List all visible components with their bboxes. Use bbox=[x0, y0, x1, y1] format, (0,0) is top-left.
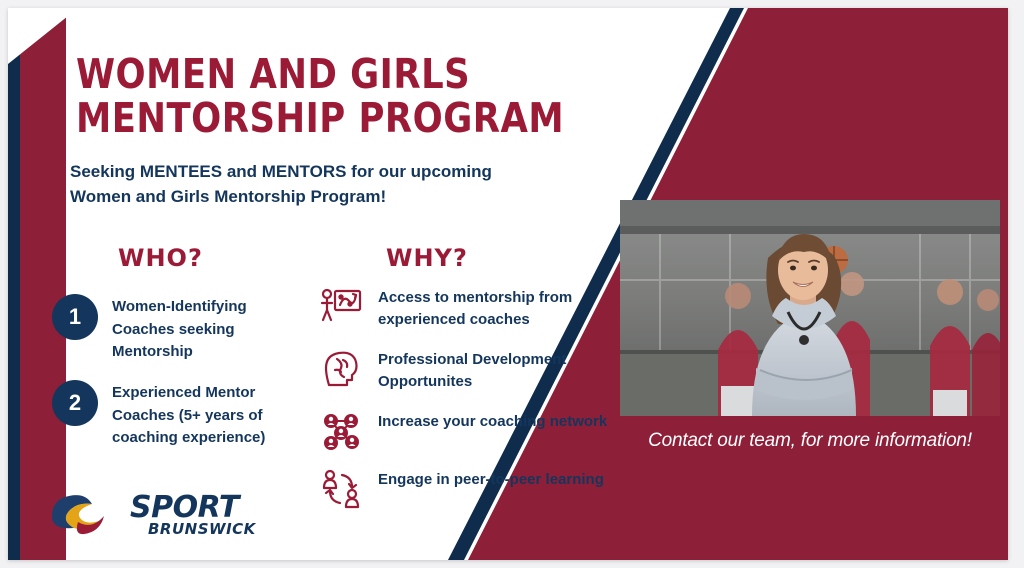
who-item-text-2: Experienced Mentor Coaches (5+ years of coaching experience) bbox=[112, 384, 266, 446]
why-item-text-3: Increase your coaching network bbox=[378, 413, 608, 430]
page-subtitle bbox=[70, 160, 600, 209]
why-heading: WHY? bbox=[386, 244, 468, 272]
why-list-item-1 bbox=[318, 284, 608, 331]
contact-text: Contact our team, for more information! bbox=[648, 430, 972, 451]
page-title-line-2: MENTORSHIP PROGRAM bbox=[76, 94, 565, 143]
logo-wordmark-sport: SPORT bbox=[130, 490, 239, 525]
why-list-item-3 bbox=[318, 408, 608, 454]
who-number-badge-1: 1 bbox=[52, 294, 98, 340]
why-list-item-4 bbox=[318, 466, 608, 512]
page-title-line-1: WOMEN AND GIRLS bbox=[76, 50, 471, 98]
coach-whiteboard-icon bbox=[318, 284, 364, 330]
page-subtitle-line-2: Women and Girls Mentorship Program! bbox=[70, 186, 387, 206]
why-item-text-4: Engage in peer-to-peer learning bbox=[378, 471, 604, 488]
poster-card bbox=[8, 8, 1008, 560]
who-number-badge-2: 2 bbox=[52, 380, 98, 426]
page-title bbox=[76, 52, 614, 141]
why-list-item-2 bbox=[318, 346, 608, 393]
who-heading: WHO? bbox=[118, 244, 203, 272]
who-list-item-2 bbox=[52, 380, 302, 450]
who-list-item-1 bbox=[52, 294, 302, 364]
logo-wordmark-brunswick: BRUNSWICK bbox=[148, 520, 256, 538]
why-item-text-1: Access to mentorship from experienced coaches bbox=[378, 289, 573, 328]
network-people-icon bbox=[318, 408, 364, 454]
brain-head-icon bbox=[318, 346, 364, 392]
page-subtitle-line-1: Seeking MENTEES and MENTORS for our upcoming bbox=[70, 162, 492, 181]
peer-exchange-icon bbox=[318, 466, 364, 512]
coach-photo bbox=[620, 200, 1000, 416]
why-item-text-2: Professional Development Opportunites bbox=[378, 351, 567, 390]
left-maroon-stripe bbox=[20, 8, 66, 560]
who-item-text-1: Women-Identifying Coaches seeking Mentorship bbox=[112, 298, 247, 360]
sport-new-brunswick-logo bbox=[52, 488, 256, 546]
